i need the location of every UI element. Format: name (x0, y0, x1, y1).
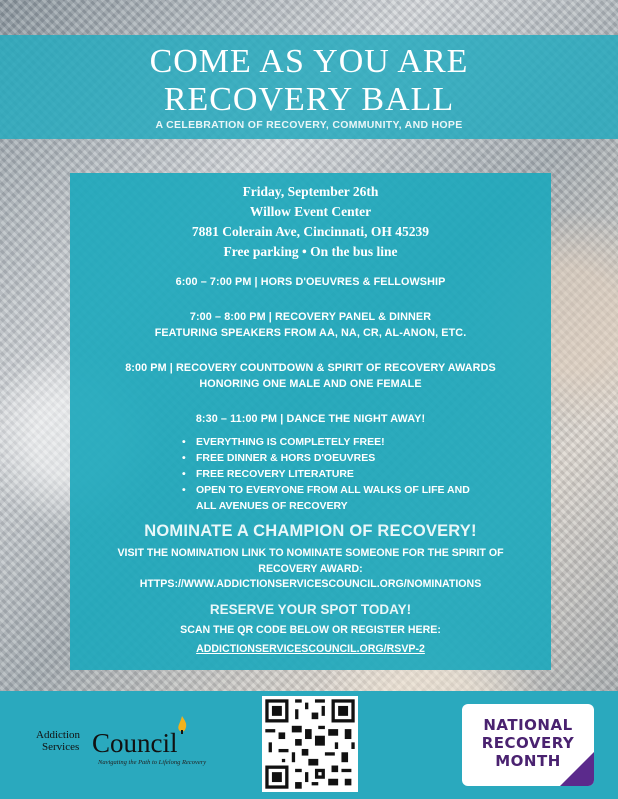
nrm-line1: NATIONAL (483, 716, 573, 734)
perks-list (182, 434, 482, 514)
parking-info: Free parking • On the bus line (223, 244, 398, 259)
asc-logo-wordmark: Council (92, 728, 178, 758)
addiction-services-council-logo (36, 716, 206, 776)
schedule-item-4: 8:30 – 11:00 PM | DANCE THE NIGHT AWAY! (195, 413, 426, 425)
qr-code[interactable] (262, 696, 358, 792)
schedule-item-3-detail: HONORING ONE MALE AND ONE FEMALE (199, 378, 422, 390)
event-subtitle: A CELEBRATION OF RECOVERY, COMMUNITY, AND HOPE (155, 119, 463, 131)
event-details-card (70, 173, 551, 670)
flame-icon (176, 716, 188, 734)
event-date: Friday, September 26th (242, 184, 379, 199)
nrm-line3: MONTH (495, 752, 561, 770)
asc-logo-line2: Services (42, 741, 80, 753)
schedule-item-3: 8:00 PM | RECOVERY COUNTDOWN & SPIRIT OF RECOVERY AWARDS (125, 362, 496, 374)
reserve-text: SCAN THE QR CODE BELOW OR REGISTER HERE: (180, 624, 441, 636)
nominate-heading: NOMINATE A CHAMPION OF RECOVERY! (144, 522, 477, 540)
asc-logo-tagline: Navigating the Path to Lifelong Recovery (98, 759, 207, 766)
venue-address: 7881 Colerain Ave, Cincinnati, OH 45239 (191, 224, 430, 239)
list-item: • OPEN TO EVERYONE FROM ALL WALKS OF LIFE AND ALL AVENUES OF RECOVERY (182, 482, 482, 514)
national-recovery-month-logo (462, 704, 594, 786)
reserve-heading: RESERVE YOUR SPOT TODAY! (209, 602, 412, 617)
event-title-line1: COME AS YOU ARE (149, 43, 469, 80)
venue-name: Willow Event Center (249, 204, 372, 219)
list-item: • EVERYTHING IS COMPLETELY FREE! (182, 434, 482, 450)
nrm-corner-accent (560, 752, 594, 786)
list-item: • FREE RECOVERY LITERATURE (182, 466, 482, 482)
asc-logo-line1: Addiction (36, 729, 80, 741)
nrm-line2: RECOVERY (481, 734, 575, 752)
schedule-item-1: 6:00 – 7:00 PM | HORS D'OEUVRES & FELLOWSHIP (175, 276, 446, 288)
footer-band (0, 691, 618, 799)
schedule-item-2-detail: FEATURING SPEAKERS FROM AA, NA, CR, AL-ANON, ETC. (154, 327, 467, 339)
list-item: • FREE DINNER & HORS D'OEUVRES (182, 450, 482, 466)
nominate-link[interactable]: HTTPS://WWW.ADDICTIONSERVICESCOUNCIL.ORG/NOMINATIONS (139, 578, 482, 590)
event-title-line2: RECOVERY BALL (163, 81, 455, 118)
nominate-text: VISIT THE NOMINATION LINK TO NOMINATE SOMEONE FOR THE SPIRIT OF RECOVERY AWARD: (117, 547, 504, 575)
schedule-item-2: 7:00 – 8:00 PM | RECOVERY PANEL & DINNER (189, 311, 432, 323)
rsvp-link[interactable]: ADDICTIONSERVICESCOUNCIL.ORG/RSVP-2 (196, 643, 425, 655)
